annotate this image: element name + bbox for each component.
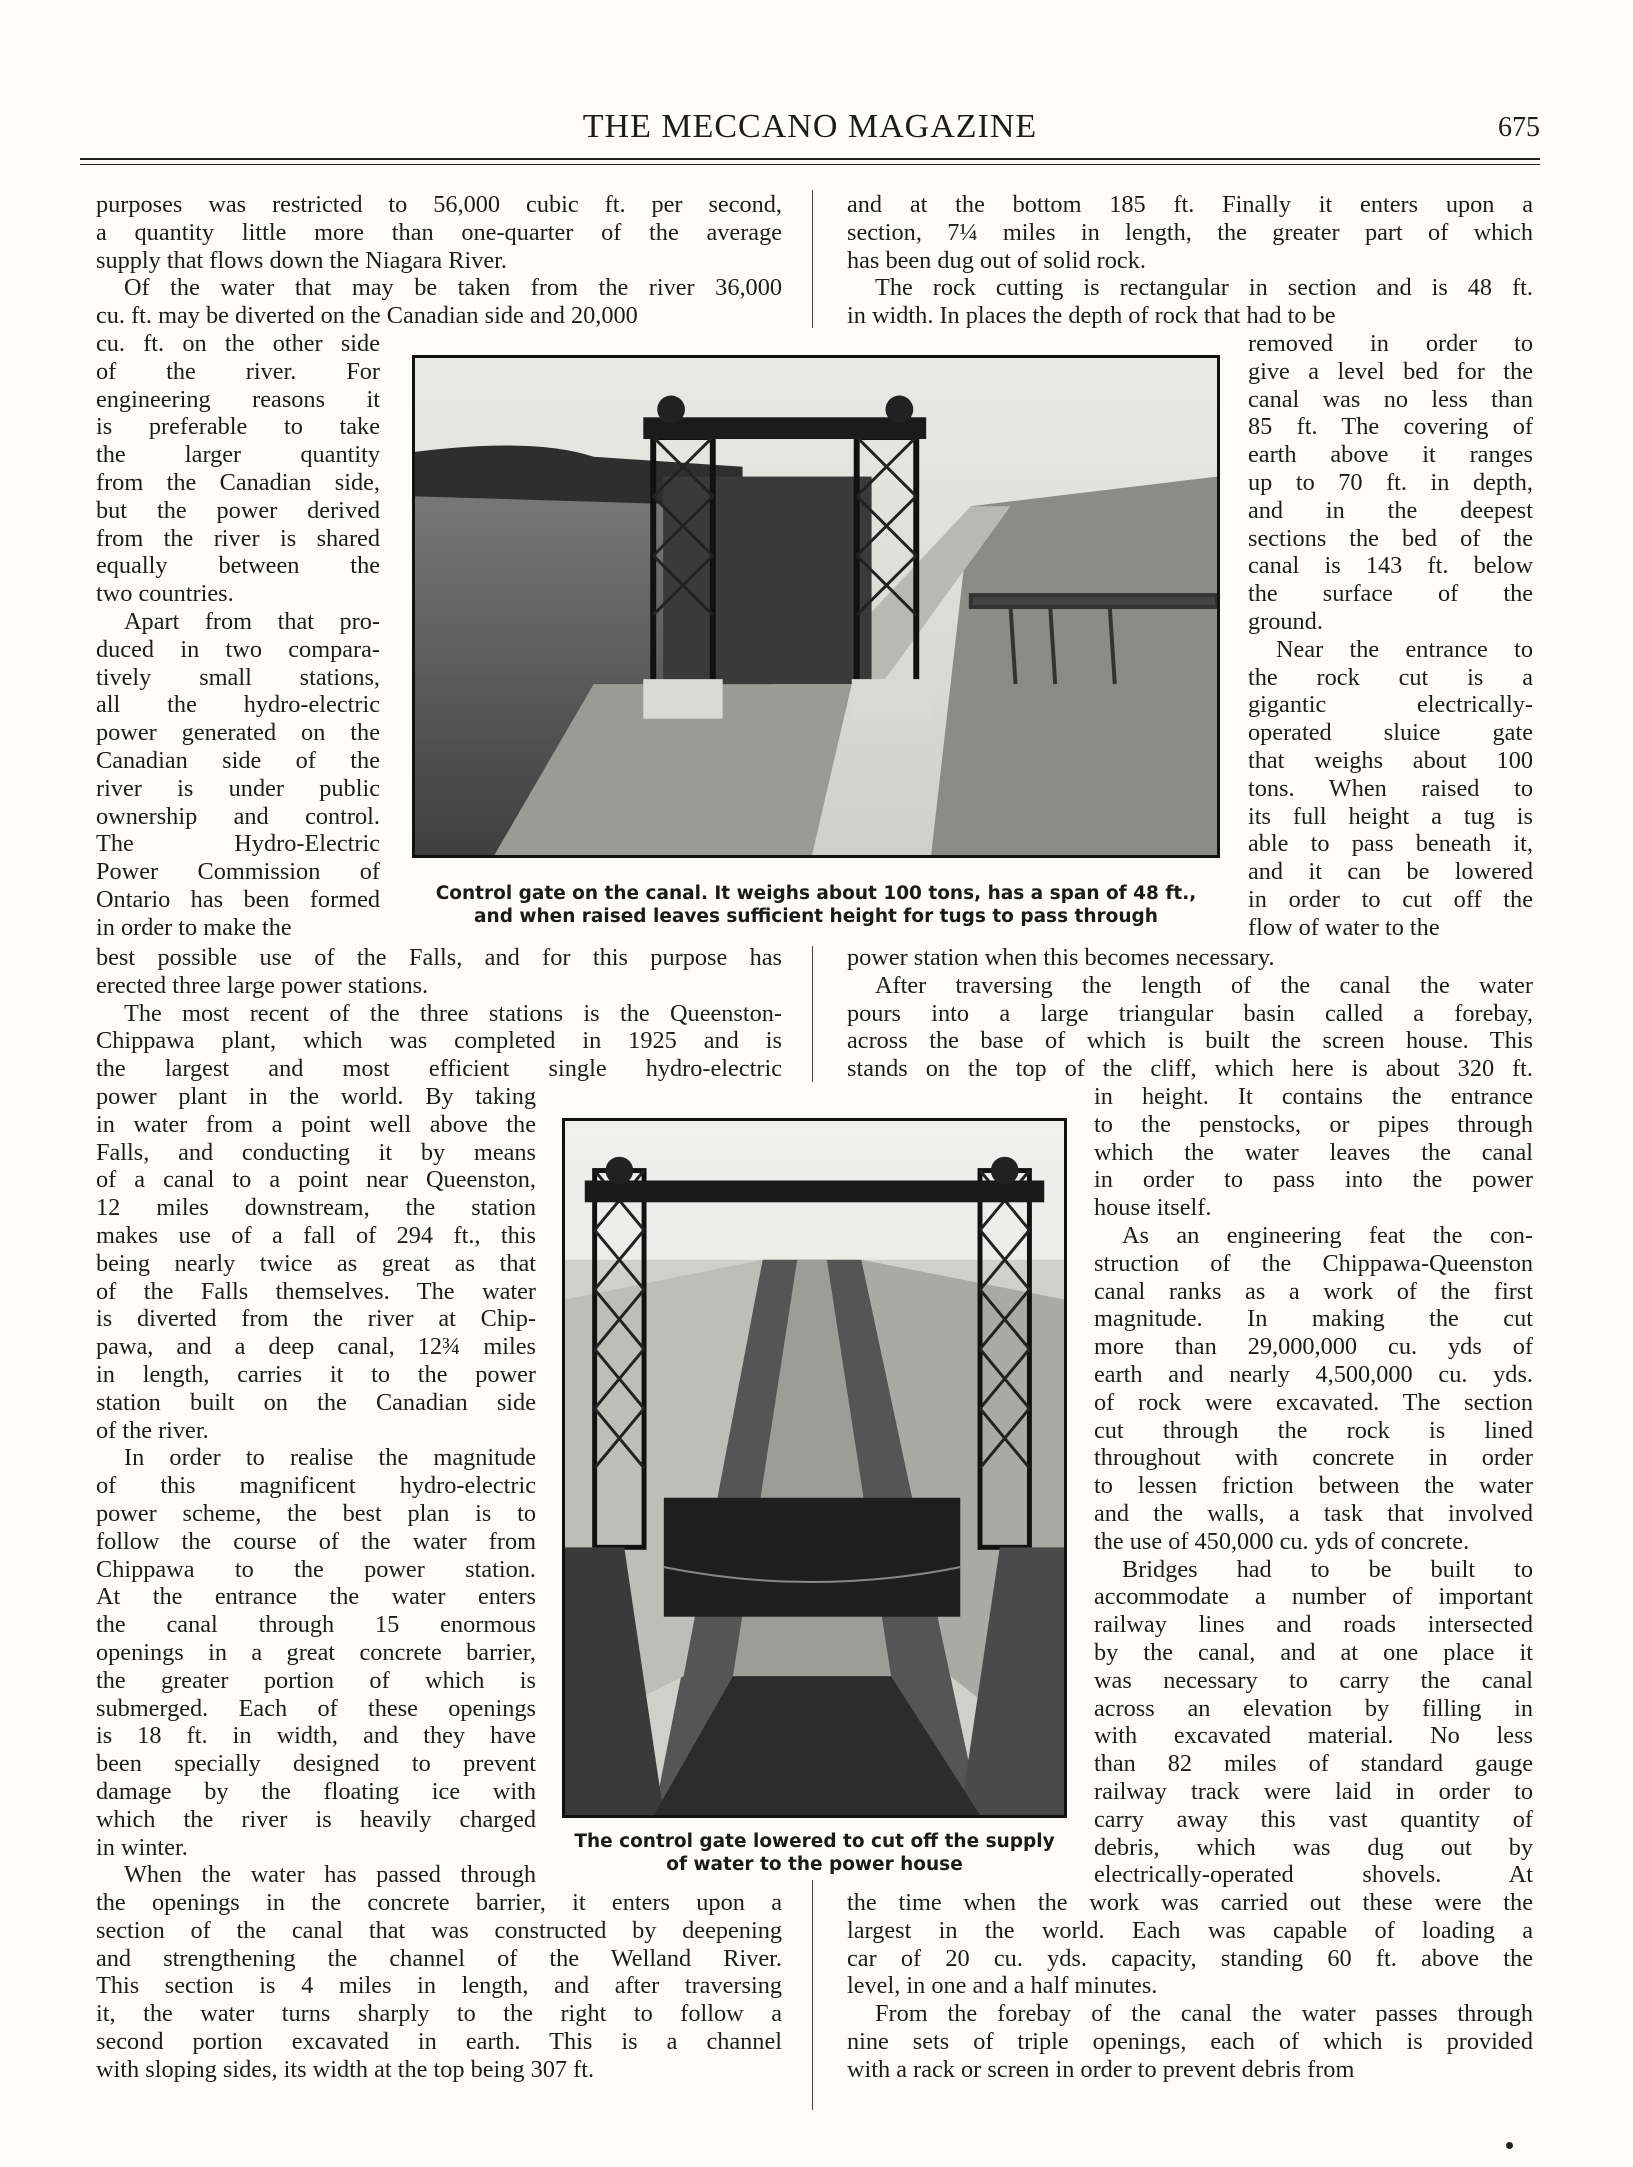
text-line: in winter. [96, 1833, 188, 1861]
caption-line: The control gate lowered to cut off the supply [574, 1831, 1055, 1852]
text-line: stands on the top of the cliff, which here is about 320 ft. [847, 1055, 1533, 1083]
text-line: from the river is shared [96, 524, 380, 552]
text-line: struction of the Chippawa-Queenston [1094, 1249, 1533, 1277]
text-line: Falls, and conducting it by means [96, 1138, 536, 1166]
text-line: power scheme, the best plan is to [96, 1499, 536, 1527]
text-line: Apart from that pro- [124, 607, 380, 635]
text-line: it, the water turns sharply to the right to follow a [96, 2000, 782, 2028]
text-line: with excavated material. No less [1094, 1722, 1533, 1750]
text-line: Chippawa plant, which was completed in 1925 and is [96, 1027, 782, 1055]
text-line: more than 29,000,000 cu. yds of [1094, 1333, 1533, 1361]
text-line: of the river. [96, 1416, 209, 1444]
text-line: across the base of which is built the screen house. This [847, 1027, 1533, 1055]
text-line: Power Commission of [96, 858, 380, 886]
text-line: and the walls, a task that involved [1094, 1499, 1533, 1527]
text-line: able to pass beneath it, [1248, 830, 1533, 858]
text-line: and it can be lowered [1248, 858, 1533, 886]
text-line: gigantic electrically- [1248, 691, 1533, 719]
text-line: From the forebay of the canal the water passes through [875, 2000, 1533, 2028]
text-line: than 82 miles of standard gauge [1094, 1750, 1533, 1778]
text-line: cu. ft. may be diverted on the Canadian side and 20,000 [96, 302, 638, 330]
text-line: submerged. Each of these openings [96, 1694, 536, 1722]
page-header [80, 108, 1540, 156]
text-line: canal was no less than [1248, 385, 1533, 413]
text-line: Near the entrance to [1276, 635, 1533, 663]
text-line: tively small stations, [96, 663, 380, 691]
text-line: best possible use of the Falls, and for this purpose has [96, 944, 782, 971]
text-line: supply that flows down the Niagara River. [96, 246, 507, 274]
text-line: carry away this vast quantity of [1094, 1805, 1533, 1833]
text-line: by the canal, and at one place it [1094, 1638, 1533, 1666]
text-line: debris, which was dug out by [1094, 1833, 1533, 1861]
text-line: engineering reasons it [96, 385, 380, 413]
text-line: in order to make the [96, 913, 292, 941]
text-line: across an elevation by filling in [1094, 1694, 1533, 1722]
magazine-title: THE MECCANO MAGAZINE [582, 108, 1038, 145]
text-line: railway track were laid in order to [1094, 1777, 1533, 1805]
text-line: equally between the [96, 552, 380, 580]
caption-line: and when raised leaves sufficient height for tugs to pass through [474, 906, 1158, 927]
text-line: give a level bed for the [1248, 357, 1533, 385]
text-line: flow of water to the [1248, 913, 1440, 941]
text-line: is diverted from the river at Chip- [96, 1305, 536, 1333]
text-line: railway lines and roads intersected [1094, 1611, 1533, 1639]
text-line: purposes was restricted to 56,000 cubic ft. per second, [96, 191, 782, 218]
text-line: At the entrance the water enters [96, 1583, 536, 1611]
body-text-right-narrow-2 [1094, 1083, 1533, 1889]
text-line: in width. In places the depth of rock that had to be [847, 302, 1336, 330]
text-line: is 18 ft. in width, and they have [96, 1722, 536, 1750]
text-line: the largest and most efficient single hydro-electric [96, 1055, 782, 1083]
text-line: the canal through 15 enormous [96, 1611, 536, 1639]
text-line: to the penstocks, or pipes through [1094, 1110, 1533, 1138]
text-line: earth above it ranges [1248, 441, 1533, 469]
text-line: and strengthening the channel of the Welland River. [96, 1944, 782, 1972]
text-line: of a canal to a point near Queenston, [96, 1166, 536, 1194]
text-line: the greater portion of which is [96, 1666, 536, 1694]
text-line: the openings in the concrete barrier, it enters upon a [96, 1889, 782, 1916]
text-line: being nearly twice as great as that [96, 1249, 536, 1277]
body-text-right-bottom [847, 1889, 1533, 2084]
text-line: in order to pass into the power [1094, 1166, 1533, 1194]
text-line: openings in a great concrete barrier, [96, 1638, 536, 1666]
text-line: up to 70 ft. in depth, [1248, 468, 1533, 496]
text-line: 85 ft. The covering of [1248, 413, 1533, 441]
text-line: damage by the floating ice with [96, 1777, 536, 1805]
text-line: of the Falls themselves. The water [96, 1277, 536, 1305]
text-line: section, 7¼ miles in length, the greater part of which [847, 218, 1533, 246]
text-line: to lessen friction between the water [1094, 1472, 1533, 1500]
text-line: 12 miles downstream, the station [96, 1194, 536, 1222]
text-line: pours into a large triangular basin called a forebay, [847, 999, 1533, 1027]
page-number: 675 [1498, 112, 1540, 143]
body-text-right-mid [847, 944, 1533, 1083]
text-line: The most recent of the three stations is the Queenston- [124, 999, 782, 1027]
text-line: cut through the rock is lined [1094, 1416, 1533, 1444]
text-line: but the power derived [96, 496, 380, 524]
body-text-left-narrow [96, 330, 380, 942]
text-line: in order to cut off the [1248, 885, 1533, 913]
text-line: two countries. [96, 580, 234, 608]
text-line: been specially designed to prevent [96, 1750, 536, 1778]
text-line: all the hydro-electric [96, 691, 380, 719]
text-line: which the water leaves the canal [1094, 1138, 1533, 1166]
photo-gate-raised [412, 355, 1220, 858]
column-divider [812, 946, 813, 1082]
text-line: second portion excavated in earth. This is a channel [96, 2027, 782, 2055]
text-line: This section is 4 miles in length, and after traversing [96, 1972, 782, 2000]
text-line: removed in order to [1248, 330, 1533, 357]
text-line: The Hydro-Electric [96, 830, 380, 858]
text-line: car of 20 cu. yds. capacity, standing 60 ft. above the [847, 1944, 1533, 1972]
text-line: power generated on the [96, 719, 380, 747]
text-line: Bridges had to be built to [1122, 1555, 1533, 1583]
text-line: was necessary to carry the canal [1094, 1666, 1533, 1694]
column-divider [812, 1880, 813, 2110]
text-line: earth and nearly 4,500,000 cu. yds. [1094, 1360, 1533, 1388]
page-mark [1506, 2142, 1513, 2149]
text-line: in water from a point well above the [96, 1110, 536, 1138]
figure-caption-gate-lowered [548, 1830, 1081, 1876]
text-line: Of the water that may be taken from the river 36,000 [124, 274, 782, 302]
text-line: ground. [1248, 607, 1323, 635]
text-line: has been dug out of solid rock. [847, 246, 1146, 274]
text-line: power plant in the world. By taking [96, 1083, 536, 1110]
text-line: in height. It contains the entrance [1094, 1083, 1533, 1110]
text-line: pawa, and a deep canal, 12¾ miles [96, 1333, 536, 1361]
text-line: its full height a tug is [1248, 802, 1533, 830]
text-line: ownership and control. [96, 802, 380, 830]
caption-line: of water to the power house [666, 1854, 963, 1875]
body-text-left-mid [96, 944, 782, 1083]
text-line: largest in the world. Each was capable of loading a [847, 1916, 1533, 1944]
text-line: the time when the work was carried out these were the [847, 1889, 1533, 1916]
text-line: the larger quantity [96, 441, 380, 469]
caption-line: Control gate on the canal. It weighs about 100 tons, has a span of 48 ft., [435, 883, 1197, 904]
text-line: As an engineering feat the con- [1122, 1221, 1533, 1249]
text-line: erected three large power stations. [96, 971, 429, 999]
text-line: canal is 143 ft. below [1248, 552, 1533, 580]
text-line: station built on the Canadian side [96, 1388, 536, 1416]
text-line: In order to realise the magnitude [124, 1444, 536, 1472]
text-line: tons. When raised to [1248, 774, 1533, 802]
body-text-left-top [96, 191, 782, 330]
text-line: After traversing the length of the canal the water [875, 971, 1533, 999]
text-line: house itself. [1094, 1194, 1212, 1222]
text-line: river is under public [96, 774, 380, 802]
text-line: accommodate a number of important [1094, 1583, 1533, 1611]
text-line: The rock cutting is rectangular in section and is 48 ft. [875, 274, 1533, 302]
text-line: with a rack or screen in order to prevent debris from [847, 2055, 1355, 2083]
body-text-right-top [847, 191, 1533, 330]
text-line: throughout with concrete in order [1094, 1444, 1533, 1472]
photo-gate-lowered [562, 1118, 1067, 1818]
text-line: of this magnificent hydro-electric [96, 1472, 536, 1500]
text-line: the rock cut is a [1248, 663, 1533, 691]
text-line: Chippawa to the power station. [96, 1555, 536, 1583]
text-line: the use of 450,000 cu. yds of concrete. [1094, 1527, 1470, 1555]
header-rule [80, 158, 1540, 160]
text-line: duced in two compara- [96, 635, 380, 663]
text-line: makes use of a fall of 294 ft., this [96, 1221, 536, 1249]
text-line: that weighs about 100 [1248, 746, 1533, 774]
text-line: which the river is heavily charged [96, 1805, 536, 1833]
text-line: Ontario has been formed [96, 885, 380, 913]
text-line: of the river. For [96, 357, 380, 385]
text-line: Canadian side of the [96, 746, 380, 774]
text-line: electrically-operated shovels. At [1094, 1861, 1533, 1889]
body-text-left-narrow-2 [96, 1083, 536, 1889]
text-line: with sloping sides, its width at the top being 307 ft. [96, 2055, 595, 2083]
text-line: sections the bed of the [1248, 524, 1533, 552]
text-line: nine sets of triple openings, each of which is provided [847, 2027, 1533, 2055]
text-line: cu. ft. on the other side [96, 330, 380, 357]
body-text-left-bottom [96, 1889, 782, 2084]
text-line: canal ranks as a work of the first [1094, 1277, 1533, 1305]
text-line: magnitude. In making the cut [1094, 1305, 1533, 1333]
text-line: power station when this becomes necessary. [847, 944, 1275, 971]
text-line: is preferable to take [96, 413, 380, 441]
text-line: in length, carries it to the power [96, 1360, 536, 1388]
text-line: the surface of the [1248, 580, 1533, 608]
text-line: a quantity little more than one-quarter of the average [96, 218, 782, 246]
text-line: When the water has passed through [124, 1861, 536, 1889]
text-line: follow the course of the water from [96, 1527, 536, 1555]
text-line: and at the bottom 185 ft. Finally it enters upon a [847, 191, 1533, 218]
header-rule-thin [80, 164, 1540, 165]
text-line: of rock were excavated. The section [1094, 1388, 1533, 1416]
text-line: from the Canadian side, [96, 468, 380, 496]
column-divider [812, 190, 813, 328]
text-line: operated sluice gate [1248, 719, 1533, 747]
text-line: level, in one and a half minutes. [847, 1972, 1158, 2000]
text-line: and in the deepest [1248, 496, 1533, 524]
body-text-right-narrow [1248, 330, 1533, 942]
text-line: section of the canal that was constructed by deepening [96, 1916, 782, 1944]
figure-caption-gate-raised [400, 882, 1232, 928]
